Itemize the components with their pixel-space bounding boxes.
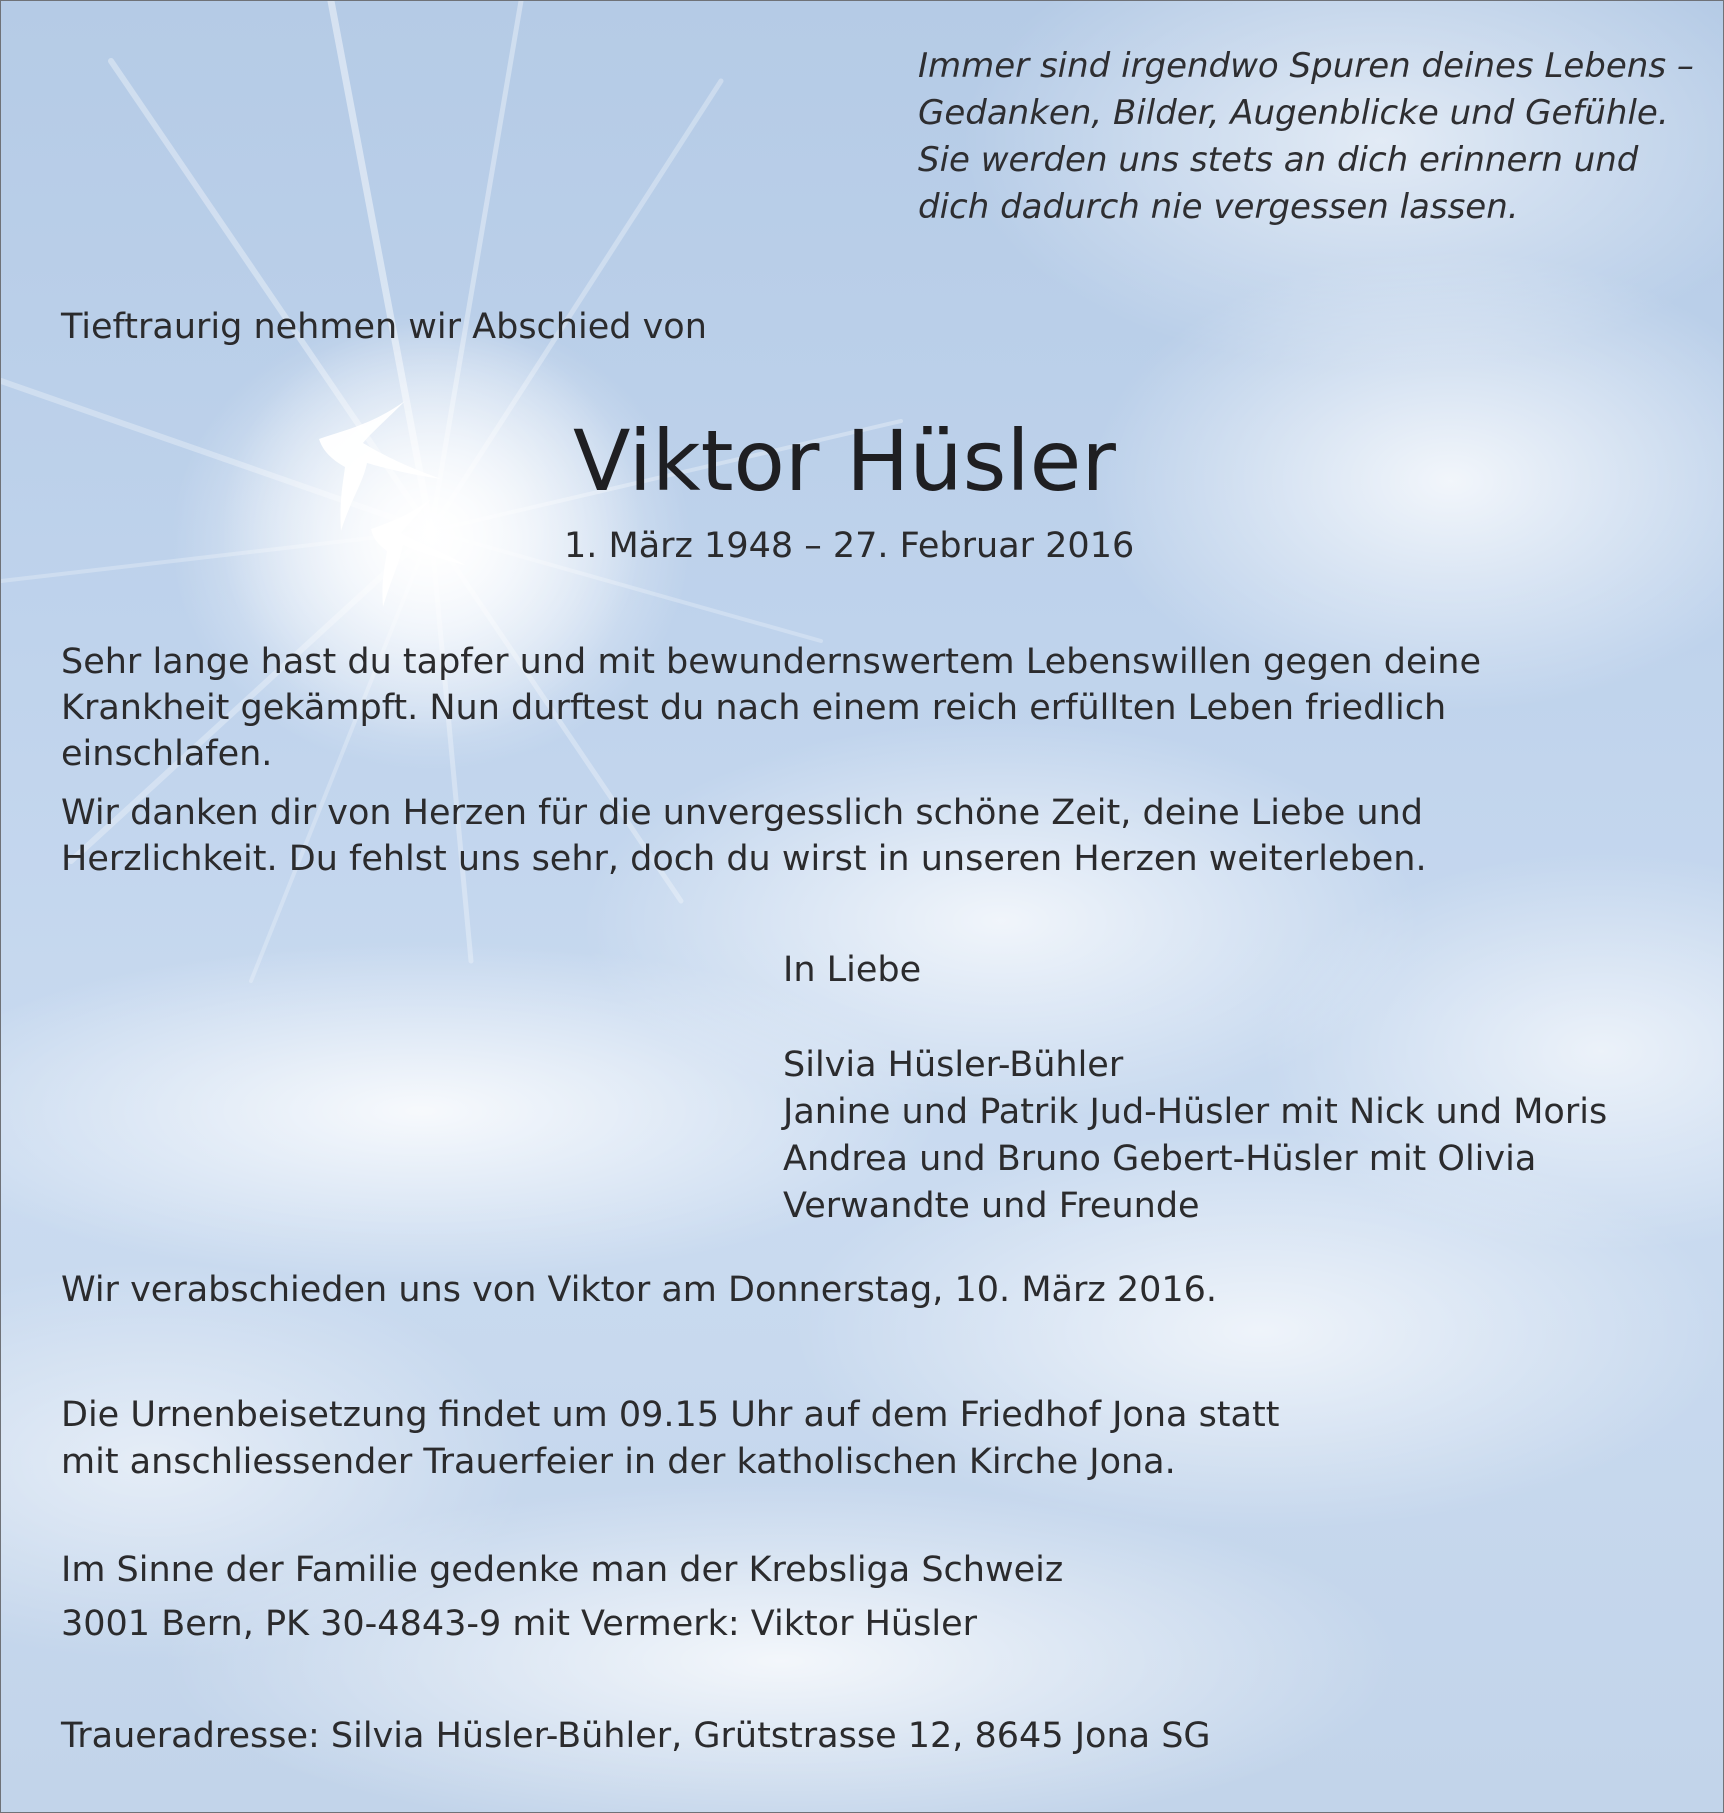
mourner-entry: Andrea und Bruno Gebert-Hüsler mit Olivia [783, 1139, 1537, 1179]
deceased-name: Viktor Hüsler [573, 412, 1116, 510]
tribute-paragraph-1 [61, 639, 1481, 777]
tribute-line: Krankheit gekämpft. Nun durftest du nach einem reich erfüllten Leben friedlich [61, 688, 1447, 728]
donation-note [61, 1543, 1063, 1651]
tribute-line: Wir danken dir von Herzen für die unvergesslich schöne Zeit, deine Liebe und [61, 793, 1424, 833]
donation-line: 3001 Bern, PK 30-4843-9 mit Vermerk: Viktor Hüsler [61, 1604, 977, 1644]
quote-line: Sie werden uns stets an dich erinnern und [918, 140, 1639, 180]
quote-line: Gedanken, Bilder, Augenblicke und Gefühle. [918, 93, 1669, 133]
mourner-entry: Janine und Patrik Jud-Hüsler mit Nick und Moris [783, 1092, 1608, 1132]
memorial-quote [918, 43, 1694, 231]
mourner-entry: Silvia Hüsler-Bühler [783, 1045, 1124, 1085]
tribute-line: Sehr lange hast du tapfer und mit bewundernswertem Lebenswillen gegen deine [61, 642, 1481, 682]
closing-line: In Liebe [783, 950, 922, 990]
ceremony-line: mit anschliessender Trauerfeier in der katholischen Kirche Jona. [61, 1442, 1176, 1482]
farewell-date: Wir verabschieden uns von Viktor am Donnerstag, 10. März 2016. [61, 1270, 1218, 1310]
donation-line: Im Sinne der Familie gedenke man der Krebsliga Schweiz [61, 1550, 1064, 1590]
intro-text: Tieftraurig nehmen wir Abschied von [61, 307, 707, 347]
life-dates: 1. März 1948 – 27. Februar 2016 [564, 526, 1135, 566]
swallow-icon [301, 389, 491, 619]
tribute-line: einschlafen. [61, 734, 273, 774]
sun-rays-decoration [1, 1, 1723, 1812]
mourners-list [783, 1042, 1607, 1230]
quote-line: dich dadurch nie vergessen lassen. [918, 187, 1519, 227]
quote-line: Immer sind irgendwo Spuren deines Lebens – [918, 46, 1694, 86]
ceremony-line: Die Urnenbeisetzung findet um 09.15 Uhr auf dem Friedhof Jona statt [61, 1395, 1280, 1435]
ceremony-details [61, 1392, 1279, 1486]
mourner-entry: Verwandte und Freunde [783, 1186, 1200, 1226]
tribute-paragraph-2 [61, 790, 1427, 882]
tribute-line: Herzlichkeit. Du fehlst uns sehr, doch du wirst in unseren Herzen weiterleben. [61, 839, 1427, 879]
mourning-address: Traueradresse: Silvia Hüsler-Bühler, Grütstrasse 12, 8645 Jona SG [61, 1716, 1211, 1756]
